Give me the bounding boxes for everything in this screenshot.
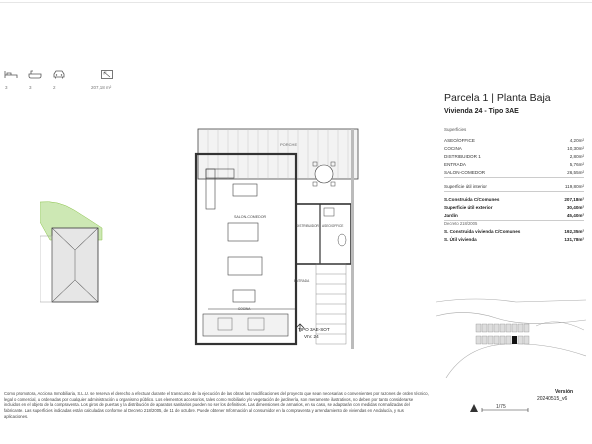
feature-icons xyxy=(4,70,124,94)
label-porch: PORCHE xyxy=(280,142,298,147)
decree-row: Decreto 218/2005 xyxy=(444,221,478,226)
floor-plan xyxy=(188,124,368,356)
top-divider xyxy=(0,2,592,3)
site-plan xyxy=(436,296,586,378)
selected-unit-marker xyxy=(512,336,517,344)
total-row: S.Construida C/Comunes 207,18m² xyxy=(444,197,584,202)
label-distributor: DISTRIBUIDOR xyxy=(296,224,319,228)
label-toilet: ASEO/OFFICE xyxy=(322,224,344,228)
bathrooms-count: 3 xyxy=(29,85,32,90)
feature-area xyxy=(100,70,114,79)
scale-text: 1/75 xyxy=(496,404,506,410)
location-mini-plan xyxy=(40,198,120,308)
feature-bathrooms xyxy=(28,70,42,90)
feature-bedrooms xyxy=(4,70,18,90)
total-row: Superficie útil exterior 30,40m² xyxy=(444,205,584,210)
area-icon xyxy=(100,70,114,79)
room-row: ASEO/OFFICE 4,20m² xyxy=(444,138,584,143)
parking-count: 2 xyxy=(53,85,56,90)
label-entrance: ENTRADA xyxy=(294,279,310,283)
legal-disclaimer: Como promotora, Acciona Inmobiliaria, S.L.U. se reserva el derecho a efectuar durante el transcurso de la ejecución de las obras las modificaciones del proyecto que sean necesarias o convenientes por razones de orden técnico, legal o comercial, u ordenadas por cualquier administración u organismo público. Los elementos accesorios, tales como mobiliario y/o vegetación de jardinería, son meramente ilustrativos, no deben por tanto considerarse incluidos en el objeto de la compraventa. Los giros de puertas y la distribución de aparatos sanitarios pueden no ser los definitivos. Las dimensiones de armarios, en su caso, se adaptarán con medidas normalizadas del fabricante. Las superficies indicadas están calculadas conforme al Decreto 218/2005, de 11 de octubre. Puede obtener Información al consumidor en la compraventa y arrendamiento de viviendas en Andalucía, y sus aplicaciones. xyxy=(4,391,429,419)
version-value: 20240515_v6 xyxy=(537,396,568,402)
room-row: SALON-COMEDOR 26,55m² xyxy=(444,170,584,178)
page-subtitle: Vivienda 24 - Tipo 3AE xyxy=(444,108,519,115)
built-area-value: 207,18 m² xyxy=(91,85,112,90)
unit-type-tag: TIPO 3AE-SOT xyxy=(298,327,330,332)
section-label: Superficies xyxy=(444,127,467,132)
total-row: S. Útil vivienda 131,78m² xyxy=(444,237,584,242)
total-row: Superficie útil interior 119,80m² xyxy=(444,184,584,192)
room-row: DISTRIBUIDOR 1 2,80m² xyxy=(444,154,584,159)
total-row: S. Construida vivienda C/Comunes 192,35m² xyxy=(444,229,584,234)
surface-table xyxy=(444,138,584,245)
total-row: Jardín 45,40m² xyxy=(444,213,584,221)
bed-icon xyxy=(4,70,18,79)
page-title: Parcela 1 | Planta Baja xyxy=(444,92,551,104)
bathtub-icon xyxy=(28,70,42,79)
label-living: SALON-COMEDOR xyxy=(234,215,267,219)
room-row: COCINA 10,30m² xyxy=(444,146,584,151)
car-icon xyxy=(52,70,66,79)
unit-number-tag: VIV. 24 xyxy=(304,334,319,339)
room-row: ENTRADA 5,76m² xyxy=(444,162,584,167)
label-kitchen: COCINA xyxy=(238,307,251,311)
scale-bar xyxy=(468,402,538,414)
north-arrow-icon xyxy=(470,404,478,412)
version-label: Versión xyxy=(555,389,574,395)
feature-parking xyxy=(52,70,66,90)
bedrooms-count: 3 xyxy=(5,85,8,90)
